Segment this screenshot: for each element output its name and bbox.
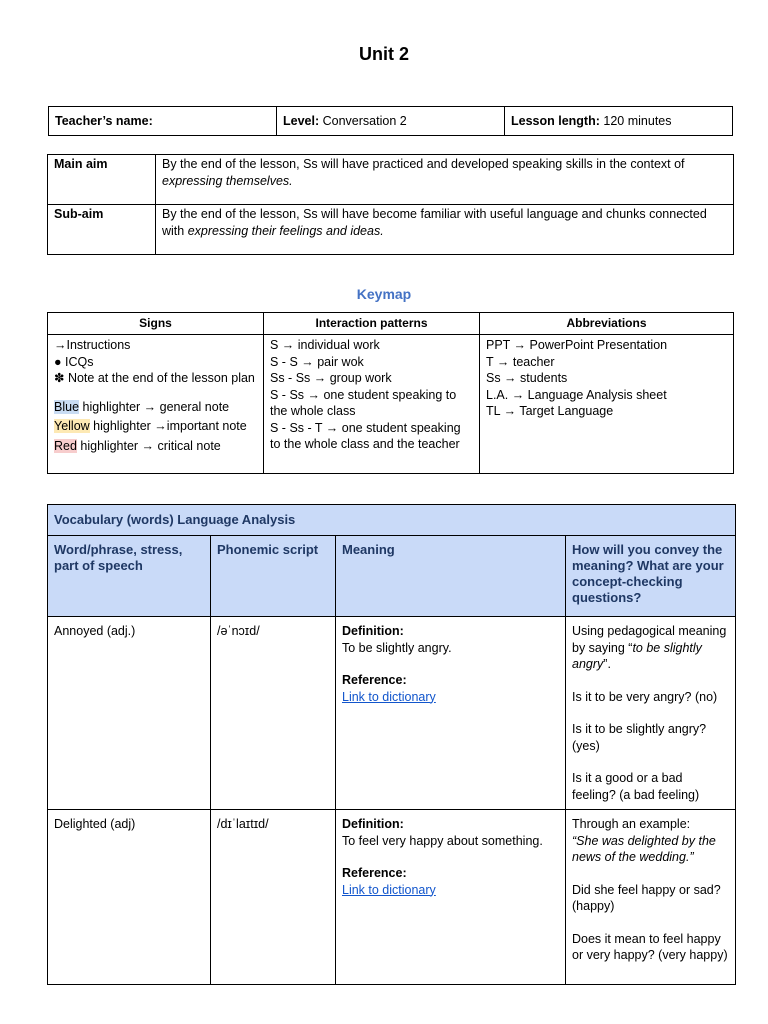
sign-instructions: →Instructions (54, 338, 131, 352)
sign-icqs: ● ICQs (54, 354, 94, 369)
ccq: Does it mean to feel happy or very happy? (very happy) (572, 931, 728, 962)
abbreviation-item: T → teacher (486, 354, 555, 369)
convey-method: Through an example: “She was delighted by the news of the wedding.” (572, 817, 716, 864)
reference-label: Reference: (342, 673, 407, 687)
ccq: Is it to be very angry? (no) (572, 689, 718, 704)
definition-label: Definition: (342, 817, 404, 831)
vocab-header-phonemic: Phonemic script (211, 536, 336, 617)
vocab-meaning (336, 810, 566, 985)
page-title: Unit 2 (358, 44, 409, 64)
vocab-table-title: Vocabulary (words) Language Analysis (48, 505, 736, 536)
lesson-info-table (48, 106, 733, 136)
abbreviations-header: Abbreviations (480, 313, 734, 335)
vocab-analysis-table (47, 504, 736, 985)
signs-cell (48, 335, 264, 474)
main-aim-italic: expressing themselves. (162, 173, 293, 188)
abbreviations-cell (480, 335, 734, 474)
vocab-word: Annoyed (adj.) (48, 617, 211, 810)
interaction-item: S - S → pair wok (270, 354, 364, 369)
vocab-convey (566, 810, 736, 985)
table-row (48, 617, 736, 810)
vocab-convey (566, 617, 736, 810)
dictionary-link[interactable]: Link to dictionary (342, 689, 436, 704)
abbreviation-item: PPT → PowerPoint Presentation (486, 338, 668, 352)
main-aim-label: Main aim (48, 155, 156, 205)
interaction-header: Interaction patterns (264, 313, 480, 335)
vocab-header-word: Word/phrase, stress, part of speech (48, 536, 211, 617)
main-aim-body: By the end of the lesson, Ss will have practiced and developed speaking skills in the context of (162, 157, 685, 171)
level-label: Level: (283, 113, 320, 128)
teacher-name-cell (49, 107, 277, 136)
vocab-header-convey: How will you convey the meaning? What are your concept-checking questions? (566, 536, 736, 617)
vocab-meaning (336, 617, 566, 810)
definition-text: To be slightly angry. (342, 640, 452, 655)
sub-aim-body: By the end of the lesson, Ss will have become familiar with useful language and chunks connected with (162, 207, 707, 238)
definition-text: To feel very happy about something. (342, 833, 543, 848)
sign-note: ✽ Note at the end of the lesson plan (54, 371, 255, 385)
signs-header: Signs (48, 313, 264, 335)
convey-method: Using pedagogical meaning by saying “to be slightly angry”. (572, 624, 727, 671)
sub-aim-label: Sub-aim (48, 205, 156, 255)
level-value: Conversation 2 (322, 113, 407, 128)
lesson-length-label: Lesson length: (511, 113, 600, 128)
vocab-header-meaning: Meaning (336, 536, 566, 617)
vocab-phonemic: /əˈnɔɪd/ (211, 617, 336, 810)
ccq: Is it to be slightly angry? (yes) (572, 722, 707, 753)
highlight-red-word: Red (54, 438, 77, 453)
interaction-item: Ss - Ss → group work (270, 371, 392, 385)
aims-table (47, 154, 734, 255)
highlight-red-text: highlighter → critical note (76, 438, 221, 453)
sub-aim-italic: expressing their feelings and ideas. (187, 223, 384, 238)
level-cell (277, 107, 505, 136)
interaction-cell (264, 335, 480, 474)
highlight-yellow-text: highlighter →important note (89, 419, 247, 433)
table-row (48, 810, 736, 985)
lesson-length-cell (505, 107, 733, 136)
highlight-yellow (54, 418, 257, 435)
abbreviation-item: TL → Target Language (486, 404, 614, 418)
definition-label: Definition: (342, 624, 404, 638)
ccq: Did she feel happy or sad? (happy) (572, 882, 721, 913)
lesson-length-value: 120 minutes (603, 113, 672, 128)
highlight-yellow-word: Yellow (54, 419, 90, 433)
sub-aim-text (156, 205, 734, 255)
highlight-blue-word: Blue (54, 399, 80, 414)
dictionary-link[interactable]: Link to dictionary (342, 882, 436, 897)
highlight-red (54, 438, 257, 455)
main-aim-text (156, 155, 734, 205)
interaction-item: S → individual work (270, 338, 380, 352)
abbreviation-item: Ss → students (486, 371, 568, 385)
abbreviation-item: L.A. → Language Analysis sheet (486, 387, 667, 402)
reference-label: Reference: (342, 866, 407, 880)
vocab-word: Delighted (adj) (48, 810, 211, 985)
vocab-phonemic: /dɪˈlaɪtɪd/ (211, 810, 336, 985)
keymap-title: Keymap (356, 286, 412, 302)
teacher-name-label: Teacher’s name: (55, 113, 153, 128)
highlight-blue-text: highlighter → general note (79, 399, 230, 414)
ccq: Is it a good or a bad feeling? (a bad feeling) (572, 771, 700, 802)
highlight-blue (54, 399, 257, 416)
interaction-item: S - Ss → one student speaking to the whole class (270, 387, 457, 418)
keymap-table (47, 312, 734, 474)
interaction-item: S - Ss - T → one student speaking to the whole class and the teacher (270, 420, 461, 451)
